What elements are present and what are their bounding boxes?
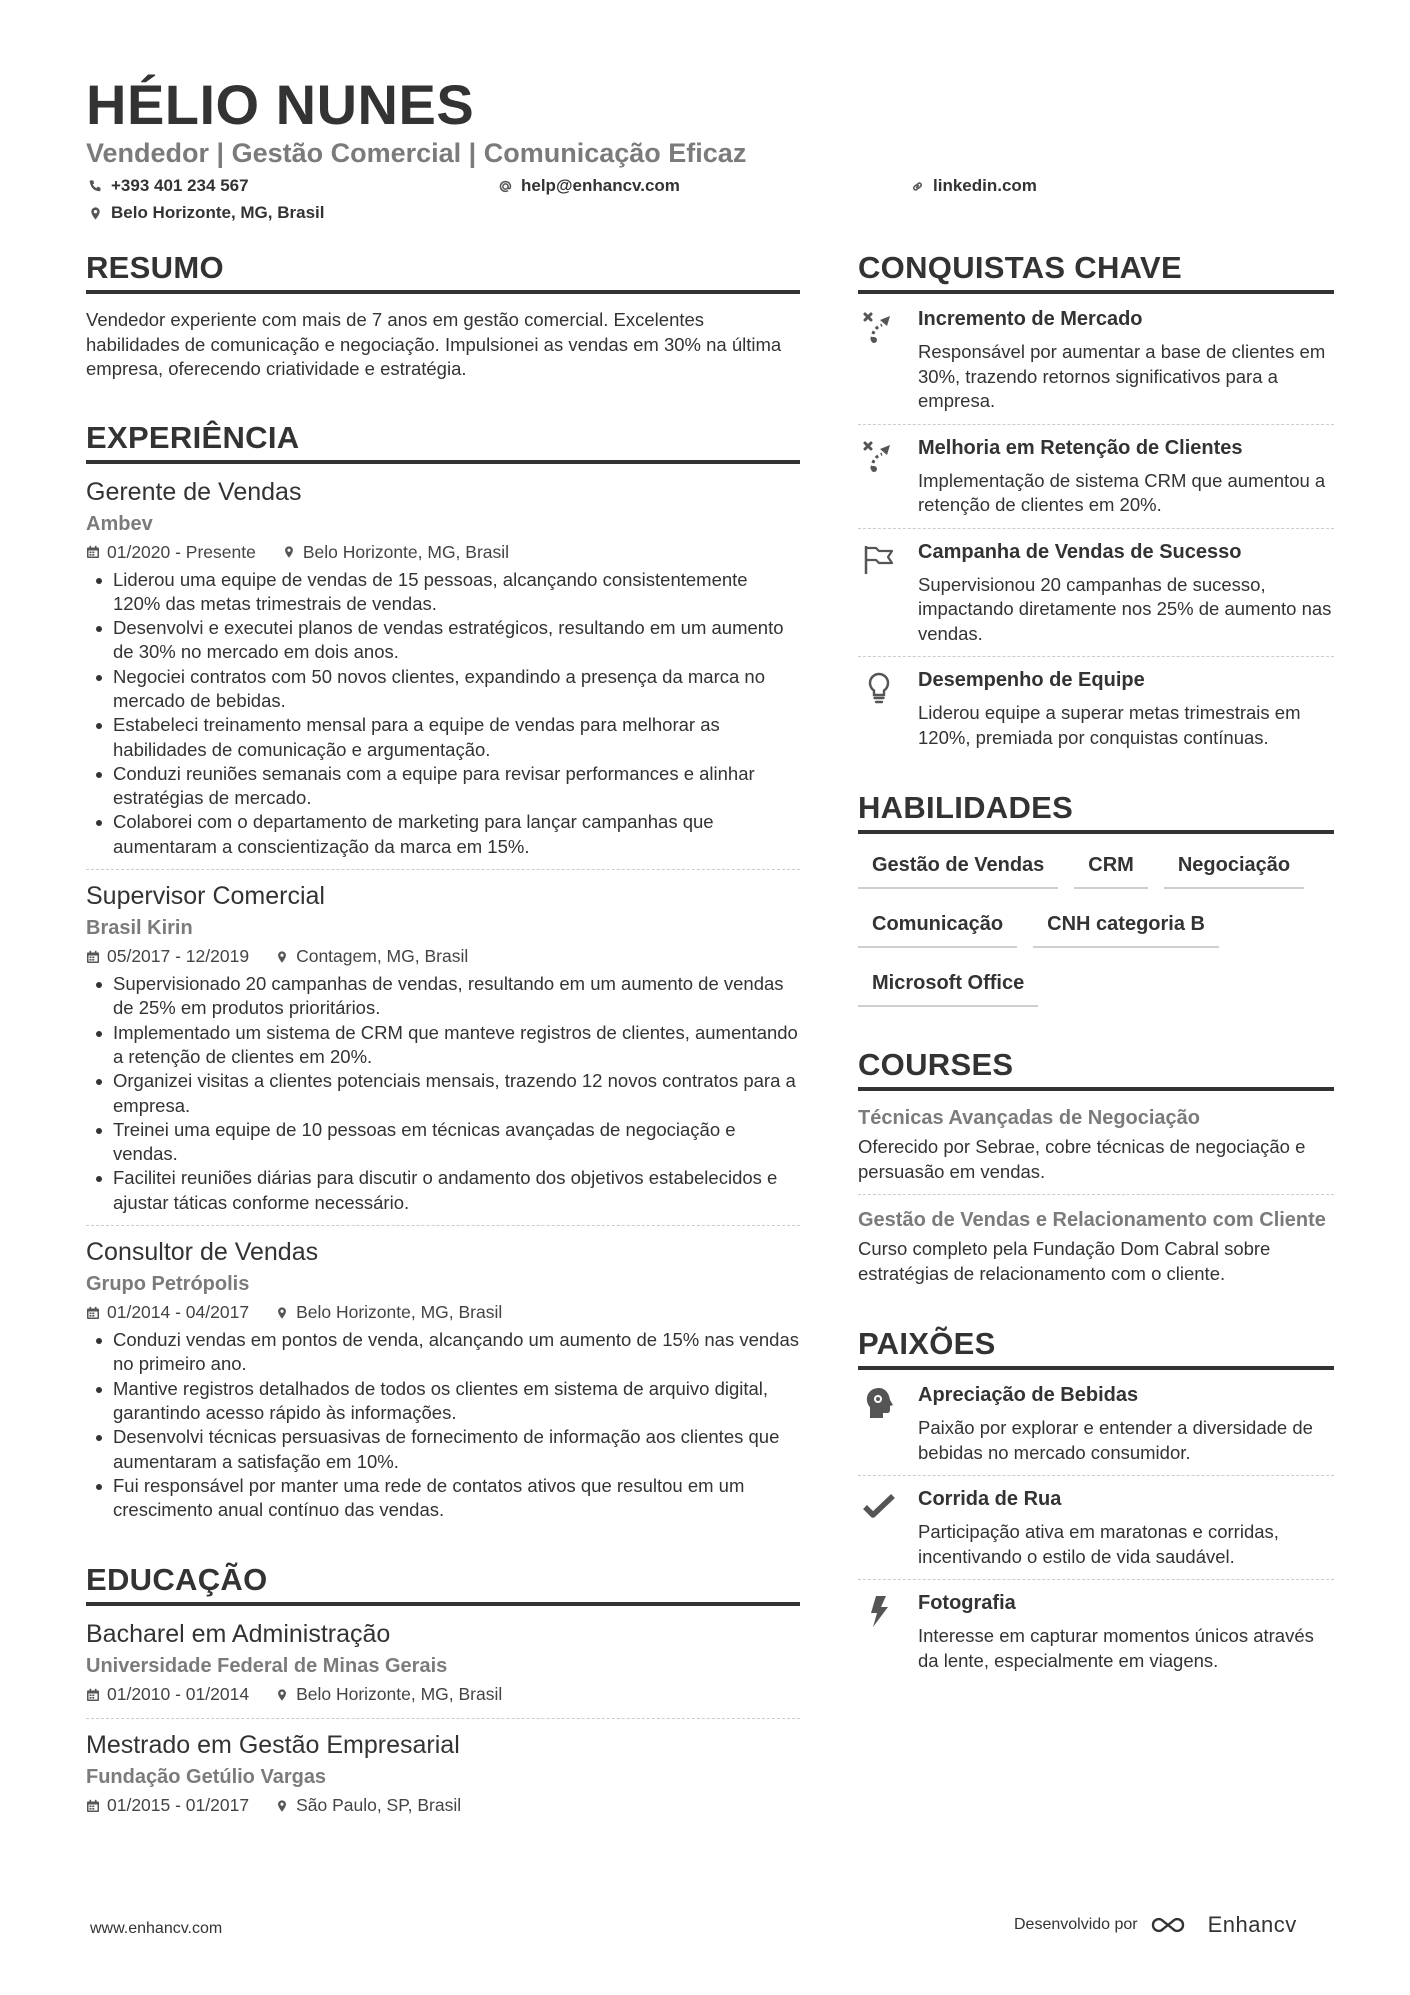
link-icon: [910, 179, 925, 194]
section-title-courses: COURSES: [858, 1047, 1334, 1091]
growth-arrow-icon: [858, 308, 918, 414]
achievement-title: Melhoria em Retenção de Clientes: [918, 436, 1243, 459]
brand-name: Enhancv: [1207, 1912, 1297, 1937]
right-column: [858, 250, 1334, 1695]
section-title-education: EDUCAÇÃO: [86, 1562, 800, 1606]
section-title-summary: RESUMO: [86, 250, 800, 294]
passion-desc: Participação ativa em maratonas e corridas, incentivando o estilo de vida saudável.: [918, 1521, 1279, 1567]
edu-dates: [86, 1795, 249, 1816]
job-title: Gerente de Vendas: [86, 477, 302, 506]
job-bullet: Negociei contratos com 50 novos clientes, expandindo a presença da marca no mercado de bebidas.: [86, 665, 800, 714]
location-pin-icon: [275, 950, 289, 964]
job-bullet: Supervisionado 20 campanhas de vendas, resultando em um aumento de vendas de 25% em produtos prioritários.: [86, 972, 800, 1021]
job-bullet: Conduzi reuniões semanais com a equipe para revisar performances e alinhar estratégias de mercado.: [86, 762, 800, 811]
skill-tag: Microsoft Office: [858, 966, 1038, 1007]
edu-location-text: São Paulo, SP, Brasil: [296, 1795, 462, 1816]
section-title-achievements: CONQUISTAS CHAVE: [858, 250, 1334, 294]
achievement-item: [858, 669, 1334, 760]
job-meta: [86, 1302, 800, 1323]
calendar-icon: [86, 1688, 100, 1702]
course-item: [858, 1207, 1334, 1296]
passion-desc: Paixão por explorar e entender a diversidade de bebidas no mercado consumidor.: [918, 1417, 1313, 1463]
phone-text: +393 401 234 567: [111, 176, 249, 195]
achievement-desc: Responsável por aumentar a base de clientes em 30%, trazendo retornos significativos para a empresa.: [918, 341, 1326, 411]
achievement-title: Desempenho de Equipe: [918, 669, 1145, 691]
lightbulb-icon: [858, 669, 918, 750]
skill-tag: Comunicação: [858, 907, 1017, 948]
edu-dates: [86, 1684, 249, 1705]
checkmark-icon: [858, 1488, 918, 1569]
achievement-item: [858, 437, 1334, 529]
left-column: [86, 250, 800, 1841]
contact-location: [88, 203, 324, 223]
calendar-icon: [86, 950, 100, 964]
edu-meta: [86, 1795, 800, 1816]
candidate-headline: Vendedor | Gestão Comercial | Comunicação Eficaz: [86, 138, 747, 168]
experience-item: [86, 1238, 800, 1532]
job-bullet: Fui responsável por manter uma rede de contatos ativos que resultou em um crescimento anual contínuo das vendas.: [86, 1474, 800, 1523]
job-bullet: Desenvolvi técnicas persuasivas de fornecimento de informação aos clientes que aumentaram a satisfação em 10%.: [86, 1425, 800, 1474]
skill-tag: Gestão de Vendas: [858, 848, 1058, 889]
job-dates-text: 01/2020 - Presente: [107, 541, 256, 562]
job-bullet: Estabeleci treinamento mensal para a equipe de vendas para melhorar as habilidades de comunicação e argumentação.: [86, 713, 800, 762]
job-dates: [86, 1302, 249, 1323]
passion-item: [858, 1384, 1334, 1476]
job-bullet: Facilitei reuniões diárias para discutir o andamento dos objetivos estabelecidos e ajustar táticas conforme necessário.: [86, 1166, 800, 1215]
section-title-experience: EXPERIÊNCIA: [86, 420, 800, 464]
job-location-text: Belo Horizonte, MG, Brasil: [302, 541, 510, 562]
calendar-icon: [86, 545, 100, 559]
passion-title: Corrida de Rua: [918, 1488, 1062, 1510]
passion-item: [858, 1592, 1334, 1683]
job-meta: [86, 542, 800, 563]
at-icon: [498, 179, 513, 194]
job-bullet: Mantive registros detalhados de todos os clientes em sistema de arquivo digital, garantindo acesso rápido às informações.: [86, 1377, 800, 1426]
footer-branding: [1014, 1912, 1297, 1938]
email-text: help@enhancv.com: [521, 176, 680, 195]
job-company: Brasil Kirin: [86, 917, 193, 940]
skill-tag: CNH categoria B: [1033, 907, 1219, 948]
passion-item: [858, 1488, 1334, 1580]
course-desc: Oferecido por Sebrae, cobre técnicas de negociação e persuasão em vendas.: [858, 1136, 1306, 1182]
contact-linkedin[interactable]: [910, 176, 1037, 196]
edu-school: Fundação Getúlio Vargas: [86, 1766, 327, 1789]
job-bullet: Organizei visitas a clientes potenciais mensais, trazendo 12 novos contratos para a empresa.: [86, 1069, 800, 1118]
skills-list: [858, 848, 1334, 1007]
edu-dates-text: 01/2015 - 01/2017: [107, 1795, 250, 1816]
job-title: Supervisor Comercial: [86, 882, 325, 911]
calendar-icon: [86, 1799, 100, 1813]
linkedin-text: linkedin.com: [933, 176, 1037, 195]
course-title: Gestão de Vendas e Relacionamento com Cliente: [858, 1209, 1326, 1231]
job-location: [275, 1302, 502, 1323]
calendar-icon: [86, 1306, 100, 1320]
contact-phone[interactable]: [88, 176, 249, 196]
head-gear-icon: [858, 1384, 918, 1465]
phone-icon: [88, 179, 103, 194]
achievement-desc: Supervisionou 20 campanhas de sucesso, impactando diretamente nos 25% de aumento nas vendas.: [918, 573, 1332, 644]
job-bullet: Treinei uma equipe de 10 pessoas em técnicas avançadas de negociação e vendas.: [86, 1118, 800, 1167]
course-desc: Curso completo pela Fundação Dom Cabral sobre estratégias de relacionamento com o cliente.: [858, 1238, 1271, 1284]
location-pin-icon: [275, 1799, 289, 1813]
job-dates: [86, 542, 256, 563]
job-company: Ambev: [86, 512, 153, 535]
job-title: Consultor de Vendas: [86, 1238, 319, 1267]
edu-location-text: Belo Horizonte, MG, Brasil: [296, 1684, 503, 1705]
achievement-desc: Implementação de sistema CRM que aumentou a retenção de clientes em 20%.: [918, 469, 1326, 515]
achievement-title: Campanha de Vendas de Sucesso: [918, 540, 1242, 563]
achievement-item: [858, 308, 1334, 425]
job-location-text: Contagem, MG, Brasil: [296, 946, 469, 967]
education-item: [86, 1731, 800, 1829]
passion-desc: Interesse em capturar momentos únicos através da lente, especialmente em viagens.: [918, 1625, 1314, 1671]
edu-degree: Bacharel em Administração: [86, 1620, 391, 1649]
job-bullets: [86, 568, 800, 860]
section-title-skills: HABILIDADES: [858, 790, 1334, 834]
experience-item: [86, 478, 800, 871]
achievement-item: [858, 541, 1334, 658]
summary-text: Vendedor experiente com mais de 7 anos em gestão comercial. Excelentes habilidades de comunicação e negociação. Impulsionei as vendas em 30% na última empresa, oferecendo criatividade e estratégia.: [86, 309, 782, 379]
achievement-desc: Liderou equipe a superar metas trimestrais em 120%, premiada por conquistas contínuas.: [918, 702, 1301, 748]
passion-title: Fotografia: [918, 1592, 1016, 1614]
section-title-passions: PAIXÕES: [858, 1326, 1334, 1370]
passion-title: Apreciação de Bebidas: [918, 1384, 1139, 1406]
course-item: [858, 1105, 1334, 1195]
job-bullet: Liderou uma equipe de vendas de 15 pessoas, alcançando consistentemente 120% das metas trimestrais de vendas.: [86, 568, 800, 617]
job-bullet: Implementado um sistema de CRM que manteve registros de clientes, aumentando a retenção de clientes em 20%.: [86, 1021, 800, 1070]
location-pin-icon: [282, 545, 296, 559]
location-pin-icon: [275, 1688, 289, 1702]
candidate-name: HÉLIO NUNES: [86, 73, 475, 136]
job-dates-text: 01/2014 - 04/2017: [107, 1302, 250, 1323]
footer-website[interactable]: www.enhancv.com: [90, 1920, 223, 1937]
job-location-text: Belo Horizonte, MG, Brasil: [296, 1302, 503, 1323]
edu-degree: Mestrado em Gestão Empresarial: [86, 1731, 460, 1760]
powered-by-text: Desenvolvido por: [1014, 1916, 1138, 1933]
achievement-title: Incremento de Mercado: [918, 308, 1143, 330]
contact-email[interactable]: [498, 176, 680, 196]
enhancv-logo-icon: [1150, 1914, 1196, 1936]
edu-location: [275, 1684, 502, 1705]
location-text: Belo Horizonte, MG, Brasil: [111, 203, 325, 222]
course-title: Técnicas Avançadas de Negociação: [858, 1107, 1201, 1129]
flag-icon: [858, 541, 918, 647]
edu-dates-text: 01/2010 - 01/2014: [107, 1684, 250, 1705]
location-pin-icon: [88, 206, 103, 221]
skill-tag: Negociação: [1164, 848, 1304, 889]
skill-tag: CRM: [1074, 848, 1148, 889]
job-meta: [86, 946, 800, 967]
experience-item: [86, 882, 800, 1226]
job-dates: [86, 946, 249, 967]
education-item: [86, 1620, 800, 1719]
edu-location: [275, 1795, 461, 1816]
edu-meta: [86, 1684, 800, 1705]
lightning-icon: [858, 1592, 918, 1673]
job-location: [282, 542, 509, 563]
job-bullets: [86, 972, 800, 1215]
job-bullet: Conduzi vendas em pontos de venda, alcançando um aumento de 15% nas vendas no primeiro ano.: [86, 1328, 800, 1377]
location-pin-icon: [275, 1306, 289, 1320]
job-company: Grupo Petrópolis: [86, 1273, 250, 1296]
job-bullet: Colaborei com o departamento de marketing para lançar campanhas que aumentaram a conscientização da marca em 15%.: [86, 810, 800, 859]
growth-arrow-icon: [858, 437, 918, 518]
job-dates-text: 05/2017 - 12/2019: [107, 946, 250, 967]
job-bullets: [86, 1328, 800, 1522]
job-location: [275, 946, 468, 967]
edu-school: Universidade Federal de Minas Gerais: [86, 1655, 448, 1678]
job-bullet: Desenvolvi e executei planos de vendas estratégicos, resultando em um aumento de 30% no mercado em dois anos.: [86, 616, 800, 665]
